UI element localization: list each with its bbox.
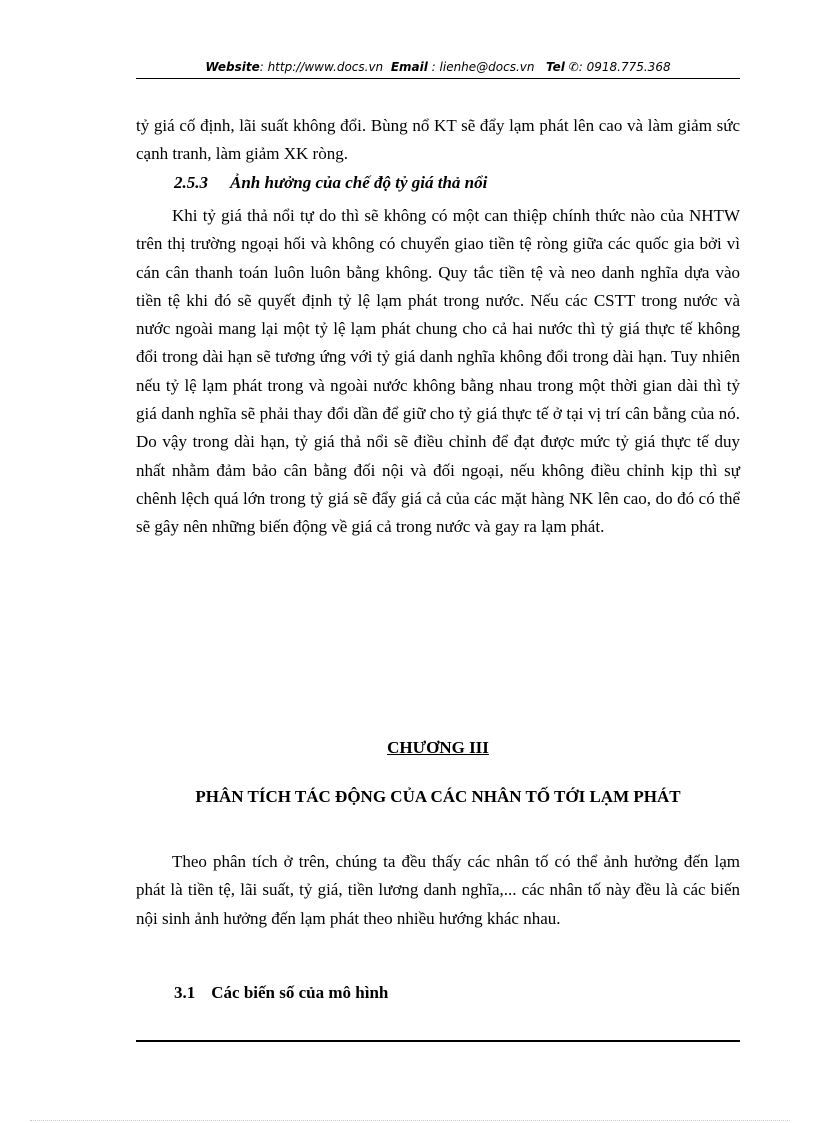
footer-rule: [136, 1040, 740, 1042]
subheading-2-5-3: [174, 173, 487, 193]
email-value: : lienhe@docs.vn: [431, 60, 535, 74]
paragraph-1: tỷ giá cố định, lãi suất không đổi. Bùng nổ KT sẽ đẩy lạm phát lên cao và làm giảm sức cạnh tranh, làm giảm XK ròng.: [136, 116, 740, 164]
section-text: Các biến số của mô hình: [211, 983, 389, 1002]
website-value: : http://www.docs.vn: [259, 60, 384, 74]
tel-label: Tel: [545, 60, 565, 74]
paragraph-3: Theo phân tích ở trên, chúng ta đều thấy các nhân tố có thể ảnh hưởng đến lạm phát là tiền tệ, lãi suất, tỷ giá, tiền lương danh nghĩa,... các nhân tố này đều là các biến nội sinh ảnh hưởng đến lạm phát theo nhiều hướng khác nhau.: [136, 852, 740, 928]
header-rule: [136, 78, 740, 79]
subheading-text: Ảnh hưởng của chế độ tỷ giá thả nổi: [230, 173, 488, 192]
chapter-heading: CHƯƠNG III: [387, 738, 489, 757]
phone-icon: ✆: [568, 60, 579, 74]
subheading-number: 2.5.3: [174, 173, 208, 192]
paragraph-2: Khi tỷ giá thả nổi tự do thì sẽ không có một can thiệp chính thức nào của NHTW trên thị trường ngoại hối và không có chuyển giao tiền tệ ròng giữa các quốc gia bởi vì cán cân thanh toán luôn luôn bằng không. Quy tắc tiền tệ và neo danh nghĩa dựa vào tiền tệ khi đó sẽ quyết định tỷ lệ lạm phát trong nước. Nếu các CSTT trong nước và nước ngoài mang lại một tỷ lệ lạm phát chung cho cả hai nước thì tỷ giá thực tế không đổi trong dài hạn sẽ tương ứng với tỷ giá danh nghĩa không đổi trong dài hạn. Tuy nhiên nếu tỷ lệ lạm phát trong và ngoài nước không bằng nhau trong một thời gian dài thì tỷ giá danh nghĩa sẽ phải thay đổi dần để giữ cho tỷ giá thực tế ở tại vị trí cân bằng của nó. Do vậy trong dài hạn, tỷ giá thả nổi sẽ điều chỉnh để đạt được mức tỷ giá thực tế duy nhất nhằm đảm bảo cân bằng đối nội và đối ngoại, nếu không điều chỉnh kịp thì sự chênh lệch quá lớn trong tỷ giá sẽ đẩy giá cả của các mặt hàng NK lên cao, do đó có thể sẽ gây nên những biến động về giá cả trong nước và gay ra lạm phát.: [136, 206, 740, 537]
page-edge: [30, 1120, 790, 1121]
section-number: 3.1: [174, 983, 196, 1002]
chapter-title: PHÂN TÍCH TÁC ĐỘNG CỦA CÁC NHÂN TỐ TỚI LẠM PHÁT: [195, 787, 681, 806]
section-3-1: [174, 983, 388, 1003]
website-label: Website: [205, 60, 260, 74]
page-header: [136, 58, 740, 76]
email-label: Email: [390, 60, 428, 74]
tel-value: : 0918.775.368: [578, 60, 671, 74]
